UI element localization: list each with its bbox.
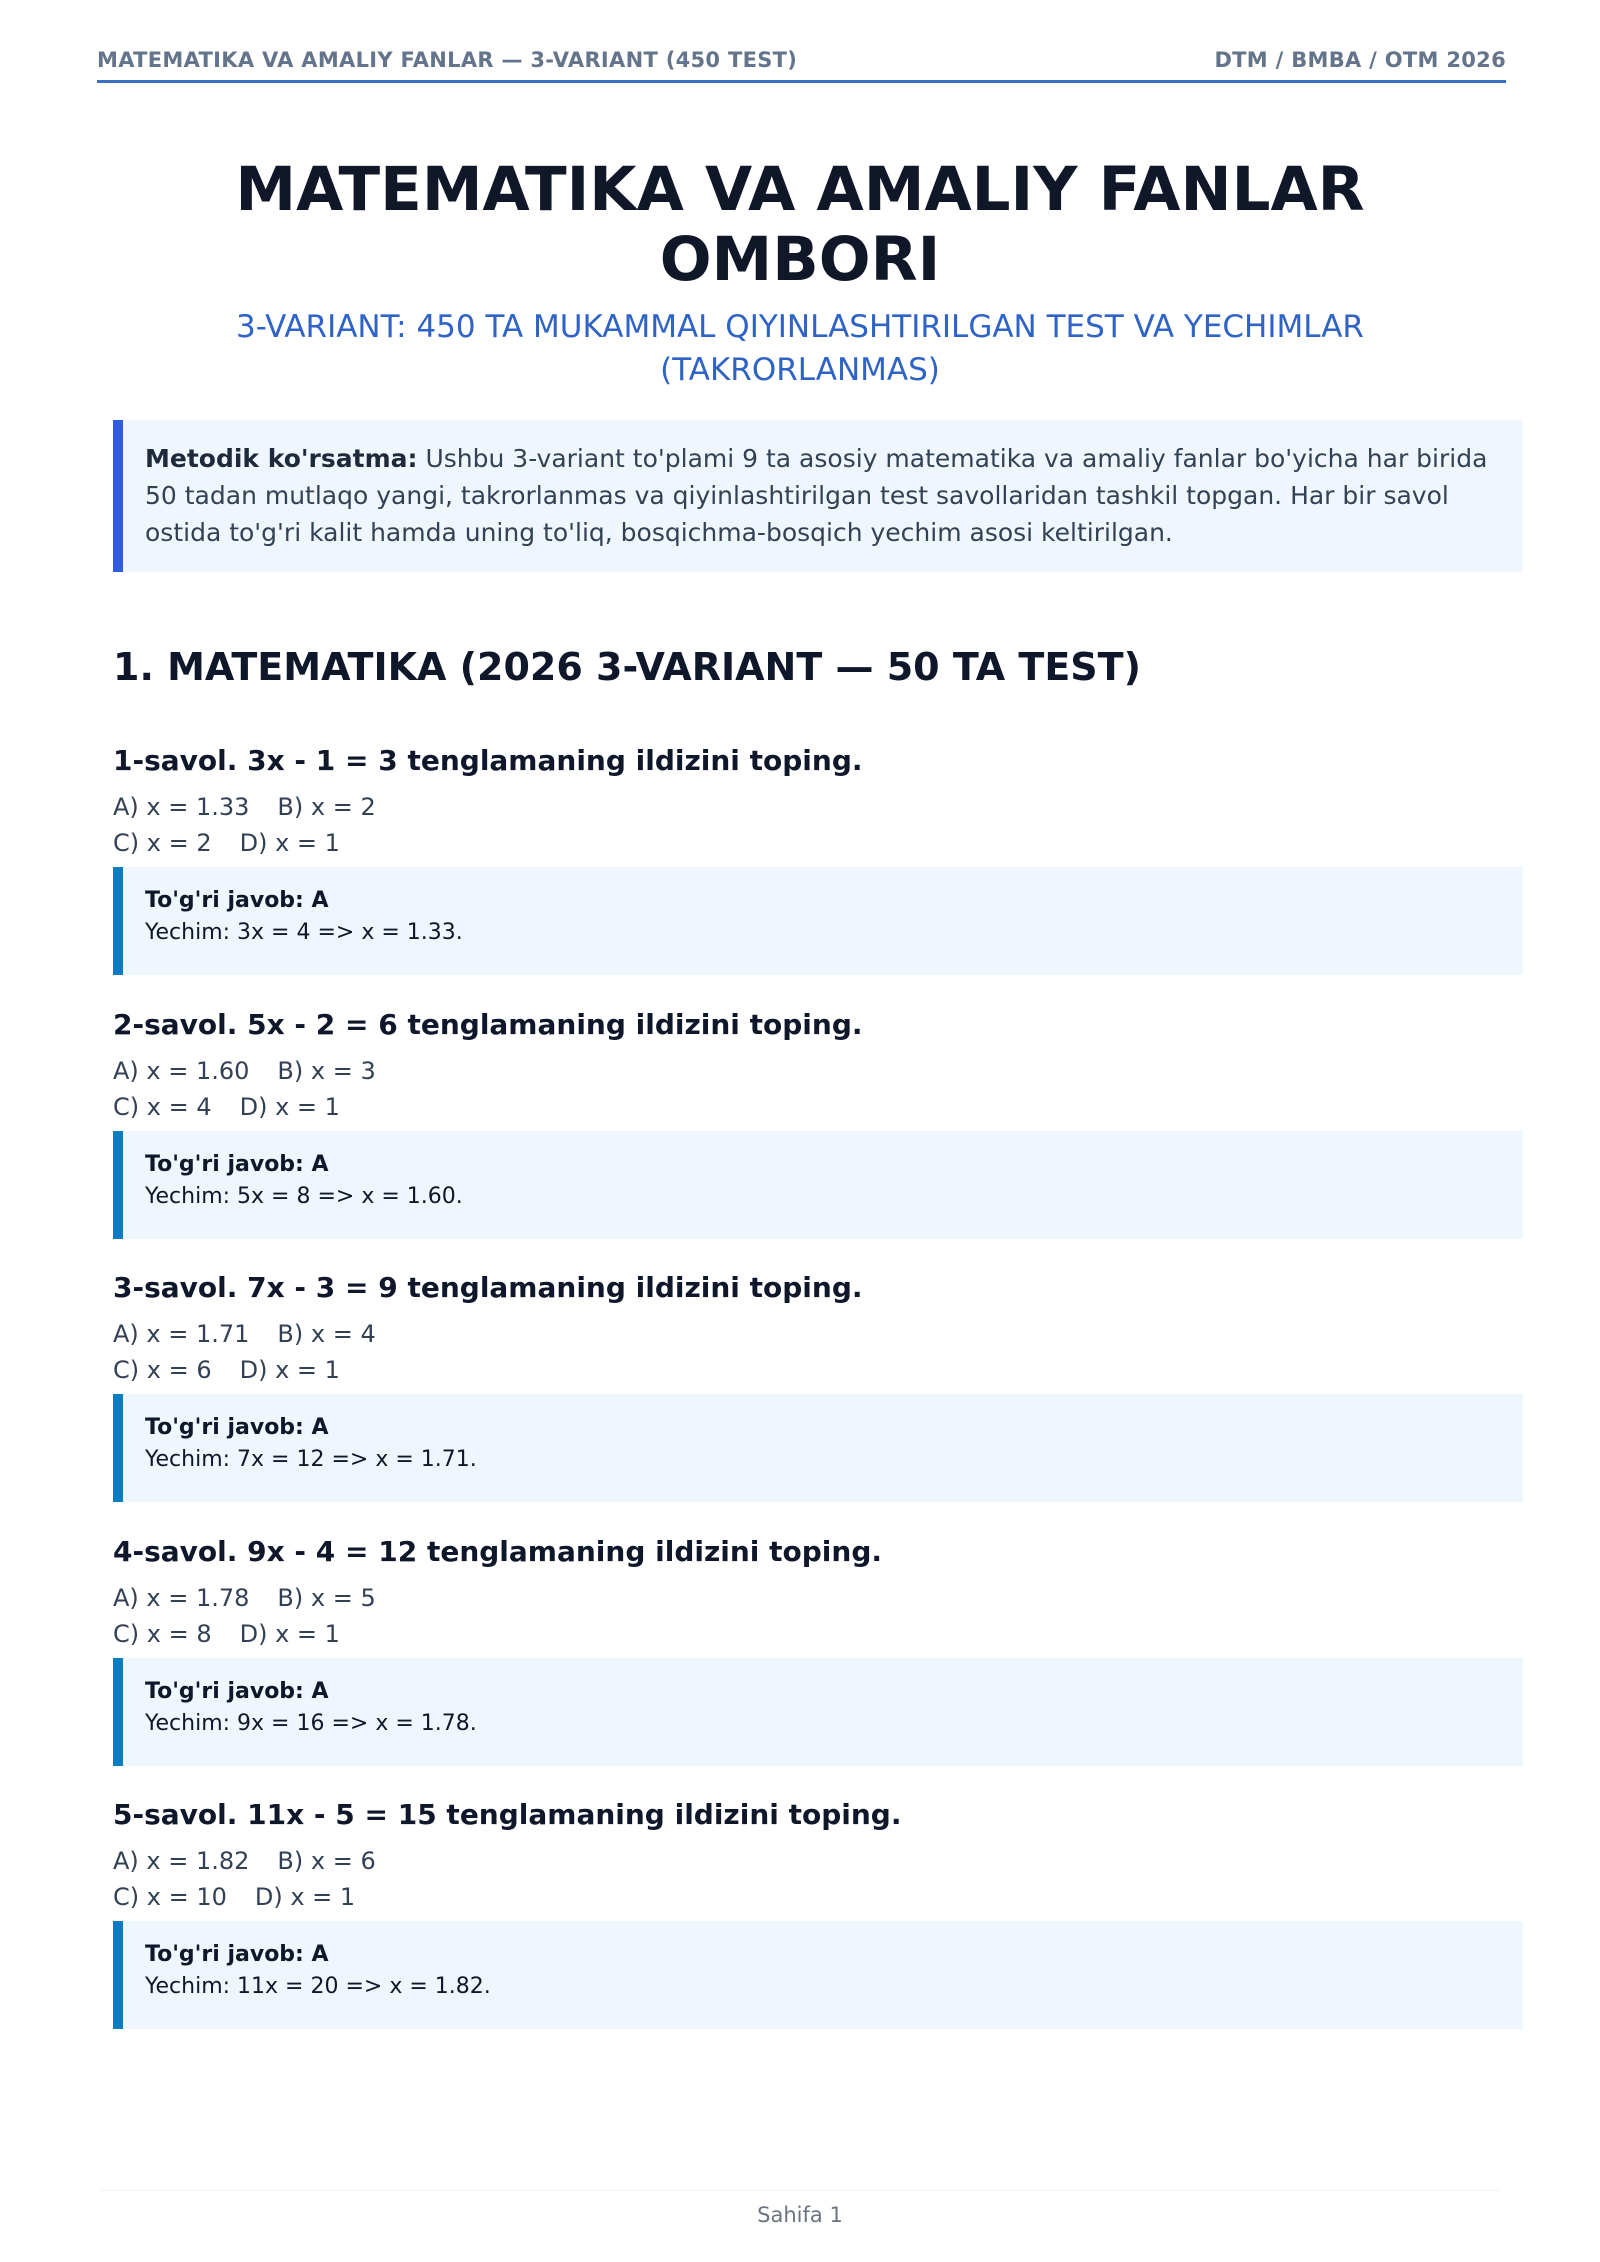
answer-box — [113, 1658, 1523, 1766]
question-3 — [113, 1270, 1523, 1520]
running-header-right: DTM / BMBA / OTM 2026 — [1214, 48, 1506, 72]
subtitle-line-1: 3-VARIANT: 450 TA MUKAMMAL QIYINLASHTIRILGAN TEST VA YECHIMLAR — [236, 309, 1364, 345]
solution-text: Yechim: 7x = 12 => x = 1.71. — [145, 1447, 477, 1472]
correct-answer: To'g'ri javob: A — [145, 1415, 329, 1440]
question-1 — [113, 743, 1523, 993]
answer-box — [113, 1921, 1523, 2029]
correct-answer: To'g'ri javob: A — [145, 1152, 329, 1177]
option-c: C) x = 6 — [113, 1356, 212, 1384]
option-a: A) x = 1.82 — [113, 1847, 250, 1875]
section-title: 1. MATEMATIKA (2026 3-VARIANT — 50 TA TEST) — [113, 645, 1141, 689]
option-b: B) x = 4 — [277, 1320, 376, 1348]
answer-box — [113, 1394, 1523, 1502]
option-a: A) x = 1.33 — [113, 793, 250, 821]
running-header-left: MATEMATIKA VA AMALIY FANLAR — 3-VARIANT (450 TEST) — [97, 48, 798, 72]
document-subtitle — [100, 306, 1500, 392]
question-options — [113, 789, 376, 861]
question-title: 4-savol. 9x - 4 = 12 tenglamaning ildizini toping. — [113, 1535, 883, 1568]
correct-answer: To'g'ri javob: A — [145, 1942, 329, 1967]
question-options — [113, 1316, 376, 1388]
page-number: Sahifa 1 — [757, 2203, 843, 2227]
option-a: A) x = 1.71 — [113, 1320, 250, 1348]
question-2 — [113, 1007, 1523, 1257]
title-line-1: MATEMATIKA VA AMALIY FANLAR — [235, 154, 1365, 225]
solution-text: Yechim: 9x = 16 => x = 1.78. — [145, 1711, 477, 1736]
answer-box — [113, 867, 1523, 975]
question-title: 2-savol. 5x - 2 = 6 tenglamaning ildizini toping. — [113, 1008, 863, 1041]
option-c: C) x = 10 — [113, 1883, 227, 1911]
running-header — [97, 48, 1506, 83]
question-title: 5-savol. 11x - 5 = 15 tenglamaning ildizini toping. — [113, 1798, 902, 1831]
method-note — [113, 420, 1523, 572]
method-note-text: Ushbu 3-variant to'plami 9 ta asosiy matematika va amaliy fanlar bo'yicha har birida 50 tadan mutlaqo yangi, takrorlanmas va qiyinlashtirilgan test savollaridan tashkil topgan. Har bir savol ostida to'g'ri kalit hamda uning to'liq, bosqichma-bosqich yechim asosi keltirilgan. — [145, 444, 1488, 547]
correct-answer: To'g'ri javob: A — [145, 1679, 329, 1704]
option-b: B) x = 2 — [277, 793, 376, 821]
question-title: 1-savol. 3x - 1 = 3 tenglamaning ildizini toping. — [113, 744, 863, 777]
option-d: D) x = 1 — [239, 1093, 340, 1121]
question-title: 3-savol. 7x - 3 = 9 tenglamaning ildizini toping. — [113, 1271, 863, 1304]
answer-box — [113, 1131, 1523, 1239]
option-b: B) x = 5 — [277, 1584, 376, 1612]
correct-answer: To'g'ri javob: A — [145, 888, 329, 913]
question-options — [113, 1843, 376, 1915]
option-c: C) x = 8 — [113, 1620, 212, 1648]
question-options — [113, 1053, 376, 1125]
option-b: B) x = 6 — [277, 1847, 376, 1875]
document-title — [100, 155, 1500, 295]
option-d: D) x = 1 — [239, 1356, 340, 1384]
footer-divider — [100, 2190, 1500, 2191]
question-4 — [113, 1534, 1523, 1784]
option-c: C) x = 4 — [113, 1093, 212, 1121]
method-note-label: Metodik ko'rsatma: — [145, 444, 418, 473]
option-d: D) x = 1 — [254, 1883, 356, 1911]
title-line-2: OMBORI — [659, 224, 941, 295]
solution-text: Yechim: 5x = 8 => x = 1.60. — [145, 1184, 463, 1209]
subtitle-line-2: (TAKRORLANMAS) — [660, 352, 940, 388]
solution-text: Yechim: 11x = 20 => x = 1.82. — [145, 1974, 491, 1999]
option-a: A) x = 1.78 — [113, 1584, 250, 1612]
question-5 — [113, 1797, 1523, 2047]
solution-text: Yechim: 3x = 4 => x = 1.33. — [145, 920, 463, 945]
option-b: B) x = 3 — [277, 1057, 376, 1085]
option-d: D) x = 1 — [239, 1620, 340, 1648]
option-a: A) x = 1.60 — [113, 1057, 250, 1085]
option-c: C) x = 2 — [113, 829, 212, 857]
option-d: D) x = 1 — [239, 829, 340, 857]
question-options — [113, 1580, 376, 1652]
